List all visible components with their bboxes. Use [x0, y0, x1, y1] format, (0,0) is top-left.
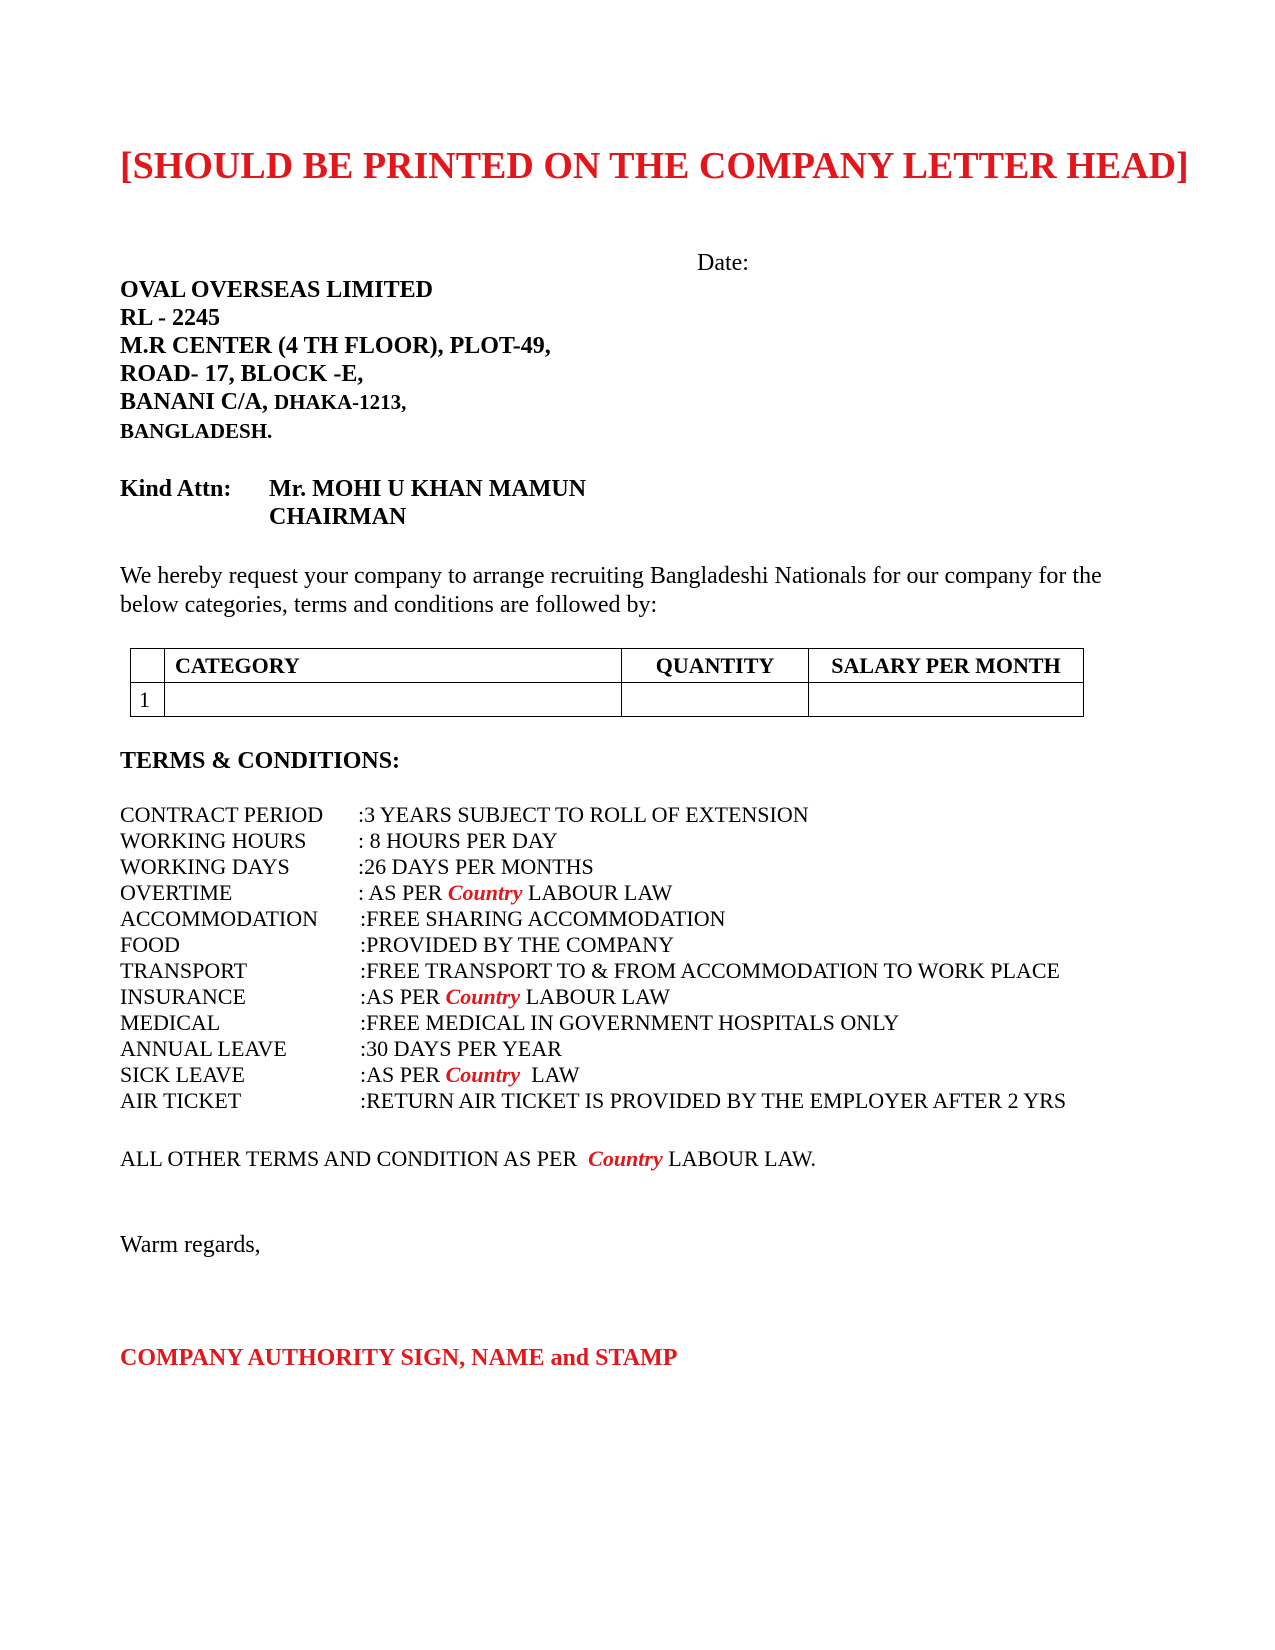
page-title: [SHOULD BE PRINTED ON THE COMPANY LETTER HEAD] — [120, 145, 1189, 187]
term-value-pre: :AS PER — [360, 984, 446, 1009]
address-line-5 — [120, 389, 406, 416]
term-label: WORKING DAYS — [120, 854, 290, 879]
table-header-row — [131, 649, 1084, 683]
terms-title: TERMS & CONDITIONS: — [120, 748, 401, 774]
signature-placeholder: COMPANY AUTHORITY SIGN, NAME and STAMP — [120, 1345, 678, 1371]
footer-terms-line — [120, 1146, 816, 1172]
table-row — [131, 683, 1084, 717]
term-value — [360, 1062, 580, 1088]
table-cell-number: 1 — [131, 683, 165, 717]
term-value: :FREE MEDICAL IN GOVERNMENT HOSPITALS ONLY — [360, 1010, 900, 1035]
term-value: :FREE TRANSPORT TO & FROM ACCOMMODATION TO WORK PLACE — [360, 958, 1060, 983]
address-city: DHAKA-1213, — [274, 390, 407, 414]
country-placeholder: Country — [445, 984, 521, 1009]
term-value-post: LAW — [520, 1062, 580, 1087]
term-label: WORKING HOURS — [120, 828, 307, 853]
term-value: :PROVIDED BY THE COMPANY — [360, 932, 674, 957]
country-placeholder: Country — [588, 1146, 663, 1171]
term-value: :RETURN AIR TICKET IS PROVIDED BY THE EMPLOYER AFTER 2 YRS — [360, 1088, 1067, 1113]
term-value — [358, 880, 672, 906]
company-license: RL - 2245 — [120, 305, 221, 331]
closing-regards: Warm regards, — [120, 1232, 261, 1258]
term-value: :30 DAYS PER YEAR — [360, 1036, 562, 1061]
footer-post: LABOUR LAW. — [662, 1146, 816, 1171]
table-header-quantity: QUANTITY — [622, 649, 809, 683]
term-value-pre: :AS PER — [360, 1062, 446, 1087]
attention-name: Mr. MOHI U KHAN MAMUN — [269, 476, 587, 502]
table-header-salary: SALARY PER MONTH — [809, 649, 1084, 683]
country-placeholder: Country — [447, 880, 523, 905]
term-value: :3 YEARS SUBJECT TO ROLL OF EXTENSION — [358, 802, 809, 827]
table-cell-category — [165, 683, 622, 717]
address-country: BANGLADESH. — [120, 419, 273, 443]
term-label: TRANSPORT — [120, 958, 248, 983]
term-label: ACCOMMODATION — [120, 906, 319, 931]
term-label: CONTRACT PERIOD — [120, 802, 324, 827]
intro-paragraph: We hereby request your company to arrange recruiting Bangladeshi Nationals for our company for the below categories, terms and conditions are followed by: — [120, 563, 1102, 618]
footer-pre: ALL OTHER TERMS AND CONDITION AS PER — [120, 1146, 589, 1171]
term-label: MEDICAL — [120, 1010, 221, 1035]
term-label: FOOD — [120, 932, 180, 957]
table-cell-quantity — [622, 683, 809, 717]
term-label: INSURANCE — [120, 984, 246, 1009]
date-label: Date: — [697, 250, 749, 276]
table-cell-salary — [809, 683, 1084, 717]
term-label: ANNUAL LEAVE — [120, 1036, 287, 1061]
table-header-category: CATEGORY — [165, 649, 622, 683]
term-value-pre: : AS PER — [358, 880, 448, 905]
term-value-post: LABOUR LAW — [520, 984, 670, 1009]
address-line-4: ROAD- 17, BLOCK -E, — [120, 361, 364, 387]
category-table — [130, 648, 1084, 717]
term-value: : 8 HOURS PER DAY — [358, 828, 558, 853]
term-label: OVERTIME — [120, 880, 233, 905]
address-area: BANANI C/A, — [120, 389, 275, 415]
term-value: :FREE SHARING ACCOMMODATION — [360, 906, 726, 931]
company-name: OVAL OVERSEAS LIMITED — [120, 277, 433, 303]
attention-title: CHAIRMAN — [269, 504, 407, 530]
address-line-3: M.R CENTER (4 TH FLOOR), PLOT-49, — [120, 333, 551, 359]
term-value: :26 DAYS PER MONTHS — [358, 854, 594, 879]
term-value — [360, 984, 670, 1010]
term-label: SICK LEAVE — [120, 1062, 245, 1087]
term-label: AIR TICKET — [120, 1088, 242, 1113]
term-value-post: LABOUR LAW — [522, 880, 673, 905]
attention-label: Kind Attn: — [120, 476, 232, 502]
country-placeholder: Country — [445, 1062, 521, 1087]
table-header-number — [131, 649, 165, 683]
